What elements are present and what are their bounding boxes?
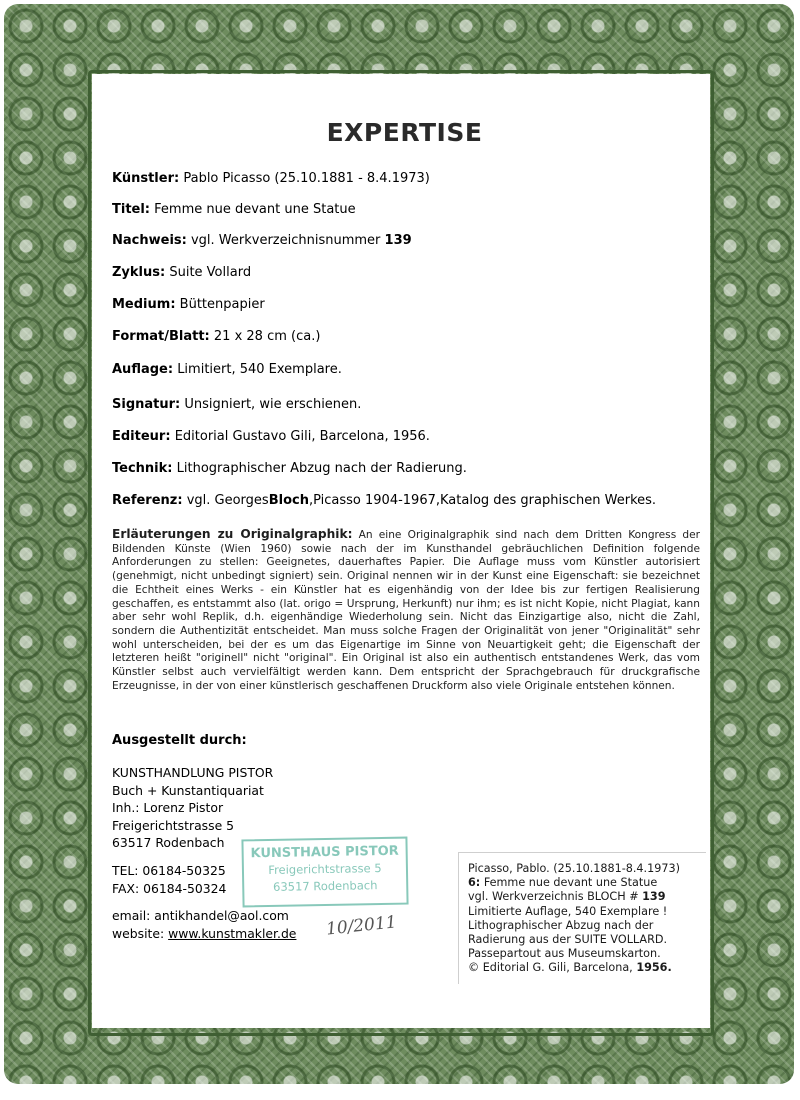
issuer-street: Freigerichtstrasse 5 xyxy=(112,817,235,833)
info-line-8 xyxy=(468,961,706,975)
info-line-2-bold: 6: xyxy=(468,876,481,890)
field-label: Medium: xyxy=(112,297,176,312)
explanation-label: Erläuterungen zu Originalgraphik: xyxy=(112,527,353,541)
field-value: Lithographischer Abzug nach der Radierung. xyxy=(176,461,467,476)
field-cycle xyxy=(112,265,251,280)
field-value: Limitiert, 540 Exemplare. xyxy=(177,362,342,377)
explanation-text: An eine Originalgraphik sind nach dem Dritten Kongress der Bildenden Künste (Wien 1960) sowie nach der im Kunsthandel gebräuchlichen Definition folgende Anforderungen zu stellen: Geeignetes, dauerhaftes Papier. Die Auflage muss vom Künstler autorisiert (genehmigt, nicht unbedingt signiert) sein. Original nennen wir in der Kunst eine Eigenschaft: sie bezeichnet die Echtheit eines Werks - ein Künstler hat es eigenhändig von der Idee bis zur fertigen Realisierung geschaffen, es entstammt also (lat. origo = Ursprung, Herkunft) nur ihm; es ist nicht Kopie, nicht Plagiat, kann aber sehr wohl Replik, d.h. eigenhändige Wiederholung sein. Nicht das Einzigartige also, nicht die Zahl, sondern die Authentizität entscheidet. Man muss solche Fragen der Originalität von jener "Originalität" sehr wohl unterscheiden, bei der es um das Eigenartige im Sinne von Neuartigkeit geht; die Eigenschaft der letzteren heißt "originell" nicht "original". Ein Original ist also ein authentisch entstandenes Werk, das vom Künstler selbst auch vervielfältigt werden kann. Dem entspricht der Sprachgebrauch für druckgrafische Erzeugnisse, in der von einer künstlerisch geschaffenen Druckform also viele Originale entstehen können. xyxy=(112,529,700,692)
field-value: Unsigniert, wie erschienen. xyxy=(184,397,362,412)
info-line-1: Picasso, Pablo. (25.10.1881-8.4.1973) xyxy=(468,862,680,875)
field-edition xyxy=(112,362,342,377)
field-publisher xyxy=(112,429,430,444)
info-line-6: Radierung aus der SUITE VOLLARD. xyxy=(468,933,668,947)
field-label: Referenz: xyxy=(112,493,183,508)
field-value: vgl. Werkverzeichnisnummer xyxy=(190,233,381,248)
info-line-3-text: vgl. Werkverzeichnis BLOCH # xyxy=(468,890,643,904)
info-line-5: Lithographischer Abzug nach der xyxy=(468,918,654,932)
field-label: Zyklus: xyxy=(112,265,166,280)
field-value: Suite Vollard xyxy=(169,265,252,280)
field-label: Technik: xyxy=(112,461,173,476)
field-value: 21 x 28 cm (ca.) xyxy=(213,329,321,344)
info-line-7: Passepartout aus Museumskarton. xyxy=(468,947,661,961)
info-line-2-text: Femme nue devant une Statue xyxy=(480,876,658,890)
issuer-phone-fax xyxy=(112,862,226,897)
field-value-bold: Bloch xyxy=(268,493,309,508)
field-label: Künstler: xyxy=(112,171,180,186)
field-label: Auflage: xyxy=(112,362,174,377)
field-label: Format/Blatt: xyxy=(112,329,210,344)
dealer-stamp xyxy=(241,837,408,908)
field-medium xyxy=(112,297,265,312)
field-value: Editorial Gustavo Gili, Barcelona, 1956. xyxy=(174,429,430,444)
field-label: Editeur: xyxy=(112,429,171,444)
issuer-email: email: antikhandel@aol.com xyxy=(112,908,289,923)
stamp-line-2: Freigerichtstrasse 5 xyxy=(268,861,382,877)
field-title xyxy=(112,202,356,217)
info-line-8-text: © Editorial G. Gili, Barcelona, xyxy=(468,961,637,975)
issuer-online xyxy=(112,907,296,942)
issued-by-heading: Ausgestellt durch: xyxy=(112,733,247,748)
issuer-city: 63517 Rodenbach xyxy=(112,835,225,850)
stamp-line-1: KUNSTHAUS PISTOR xyxy=(250,843,399,862)
field-catalogue-reference xyxy=(112,493,656,508)
issuer-name: KUNSTHANDLUNG PISTOR xyxy=(112,765,274,780)
field-label: Nachweis: xyxy=(112,233,187,248)
field-value: Femme nue devant une Statue xyxy=(154,202,356,217)
original-graphics-explanation xyxy=(112,528,700,693)
info-line-3 xyxy=(468,890,706,904)
field-value-bold: 139 xyxy=(384,233,412,248)
info-line-3-bold: 139 xyxy=(642,890,666,904)
issuer-tel: TEL: 06184-50325 xyxy=(112,863,226,878)
artwork-info-box xyxy=(458,852,706,984)
field-value: vgl. Georges xyxy=(186,493,269,508)
field-value: Büttenpapier xyxy=(179,297,265,312)
info-line-8-bold: 1956. xyxy=(636,961,672,975)
field-value: Pablo Picasso (25.10.1881 - 8.4.1973) xyxy=(183,171,430,186)
field-technique xyxy=(112,461,467,476)
issuer-subtitle: Buch + Kunstantiquariat xyxy=(112,782,264,798)
field-reference-number xyxy=(112,233,412,248)
field-format xyxy=(112,329,320,344)
handwritten-date: 10/2011 xyxy=(325,912,398,940)
field-signature xyxy=(112,397,361,412)
issuer-website xyxy=(112,925,296,943)
issuer-fax: FAX: 06184-50324 xyxy=(112,880,227,896)
stamp-line-3: 63517 Rodenbach xyxy=(272,878,378,894)
field-artist xyxy=(112,171,430,186)
issuer-owner: Inh.: Lorenz Pistor xyxy=(112,800,224,815)
website-label: website: xyxy=(112,925,169,941)
field-label: Titel: xyxy=(112,202,151,217)
info-line-2 xyxy=(468,876,706,890)
field-value-after: ,Picasso 1904-1967,Katalog des graphischen Werkes. xyxy=(308,493,657,508)
certificate-title: EXPERTISE xyxy=(326,118,483,147)
website-link[interactable]: www.kunstmakler.de xyxy=(168,925,297,941)
field-label: Signatur: xyxy=(112,397,181,412)
info-line-4: Limitierte Auflage, 540 Exemplare ! xyxy=(468,904,668,918)
